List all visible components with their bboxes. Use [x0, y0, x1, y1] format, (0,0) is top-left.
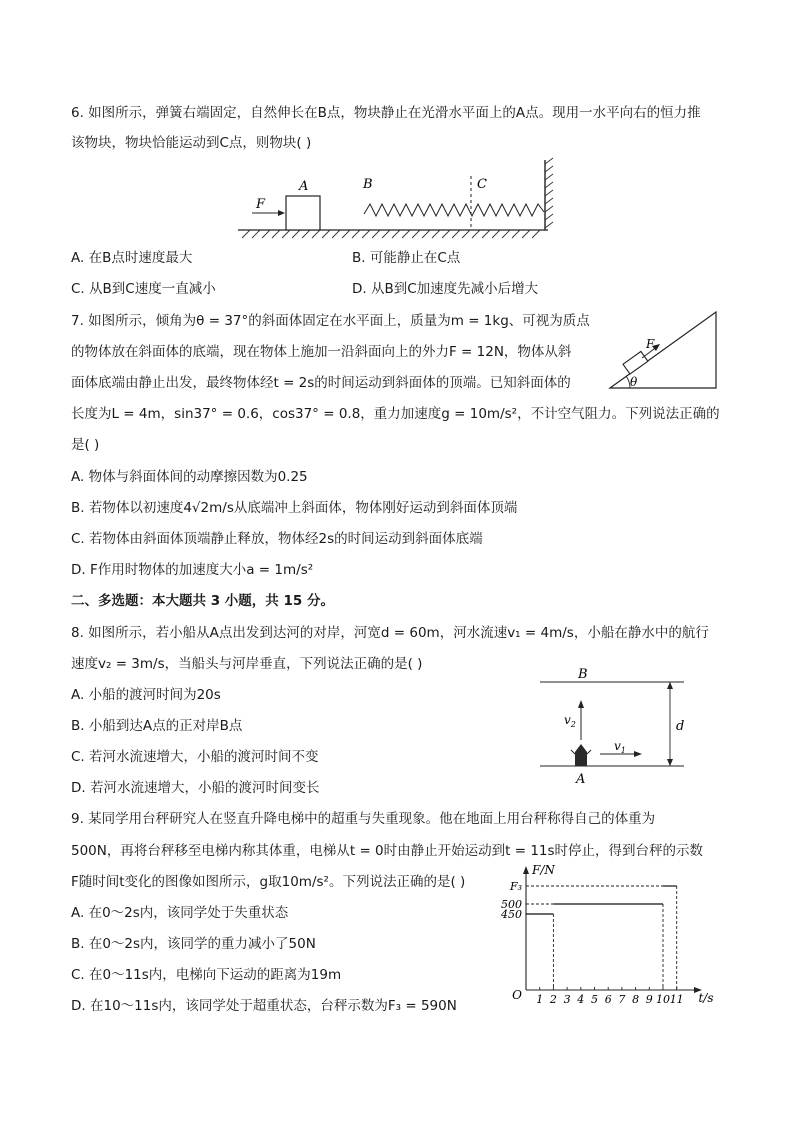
q9-stem-line2: 500N，再将台秤移至电梯内称其体重，电梯从t = 0时由静止开始运动到t = 11s时停止，得到台秤的示数	[71, 843, 704, 859]
q6-option-b: B. 可能静止在C点	[352, 250, 461, 266]
q6-option-c: C. 从B到C速度一直减小	[71, 281, 216, 297]
label-v2: $v_2$	[564, 713, 576, 729]
q6-spring-figure	[236, 158, 556, 240]
x-tick-label: 6	[604, 993, 612, 1006]
q9-stem-line3: F随时间t变化的图像如图所示，g取10m/s²。下列说法正确的是( )	[71, 874, 466, 890]
x-tick-label: 11	[669, 993, 684, 1006]
q7-stem-line5: 是( )	[71, 437, 100, 453]
q7-option-d: D. F作用时物体的加速度大小a = 1m/s²	[71, 562, 314, 578]
origin-label: O	[512, 988, 522, 1002]
q7-stem-line2: 的物体放在斜面体的底端，现在物体上施加一沿斜面向上的外力F = 12N，物体从斜	[71, 344, 572, 360]
q9-option-d: D. 在10～11s内，该同学处于超重状态，台秤示数为F₃ = 590N	[71, 998, 457, 1014]
boat	[575, 744, 587, 766]
q7-stem-line4: 长度为L = 4m，sin37° = 0.6，cos37° = 0.8，重力加速度g = 10m/s²，不计空气阻力。下列说法正确的	[71, 406, 720, 422]
label-f: F	[646, 337, 655, 351]
x-tick-label: 3	[563, 993, 571, 1006]
y-axis-arrow	[523, 866, 529, 874]
section-heading: 二、多选题：本大题共 3 小题，共 15 分。	[71, 593, 334, 609]
label-d: d	[676, 719, 685, 734]
label-b: B	[578, 667, 588, 682]
q7-option-c: C. 若物体由斜面体顶端静止释放，物体经2s的时间运动到斜面体底端	[71, 531, 483, 547]
q9-option-b: B. 在0～2s内，该同学的重力减小了50N	[71, 936, 316, 952]
x-tick-label: 2	[549, 993, 557, 1006]
q8-option-d: D. 若河水流速增大，小船的渡河时间变长	[71, 780, 320, 796]
q7-option-a: A. 物体与斜面体间的动摩擦因数为0.25	[71, 469, 308, 485]
x-tick-label: 5	[591, 993, 598, 1006]
x-tick-label: 10	[656, 993, 670, 1006]
q6-stem-line2: 该物块，物块恰能运动到C点，则物块( )	[71, 135, 312, 151]
q8-river-figure	[538, 664, 698, 788]
q7-incline-figure	[606, 310, 718, 390]
spring	[364, 204, 544, 216]
q8-option-c: C. 若河水流速增大，小船的渡河时间不变	[71, 749, 319, 765]
label-a: A	[576, 772, 586, 787]
x-tick-label: 4	[577, 993, 585, 1006]
q7-option-b: B. 若物体以初速度4√2m/s从底端冲上斜面体，物体刚好运动到斜面体顶端	[71, 500, 518, 516]
label-b: B	[363, 177, 373, 192]
q8-option-a: A. 小船的渡河时间为20s	[71, 687, 221, 703]
q9-option-c: C. 在0～11s内，电梯向下运动的距离为19m	[71, 967, 342, 983]
label-v1: $v_1$	[614, 739, 626, 755]
x-tick-label: 9	[645, 993, 653, 1006]
label-c: C	[477, 177, 487, 192]
x-axis-label: t/s	[698, 991, 714, 1005]
y-tick-label: 500	[501, 898, 522, 911]
q9-option-a: A. 在0～2s内，该同学处于失重状态	[71, 905, 289, 921]
y-axis-label: F/N	[532, 863, 555, 877]
label-theta: θ	[630, 375, 638, 389]
x-tick-label: 1	[536, 993, 544, 1006]
q6-option-a: A. 在B点时速度最大	[71, 250, 193, 266]
block-a	[286, 196, 320, 230]
q8-option-b: B. 小船到达A点的正对岸B点	[71, 718, 243, 734]
label-f: F	[256, 197, 266, 212]
q7-stem-line1: 7. 如图所示，倾角为θ = 37°的斜面体固定在水平面上，质量为m = 1kg、可视为质点	[71, 313, 590, 329]
q8-stem-line2: 速度v₂ = 3m/s，当船头与河岸垂直，下列说法正确的是( )	[71, 656, 423, 672]
y-tick-label: 450	[501, 908, 522, 921]
x-tick-label: 7	[618, 993, 626, 1006]
q6-option-d: D. 从B到C加速度先减小后增大	[352, 281, 539, 297]
q6-stem-line1: 6. 如图所示，弹簧右端固定，自然伸长在B点，物块静止在光滑水平面上的A点。现用一水平向右的恒力推	[71, 105, 701, 121]
q8-stem-line1: 8. 如图所示，若小船从A点出发到达河的对岸，河宽d = 60m，河水流速v₁ = 4m/s，小船在静水中的航行	[71, 625, 709, 641]
y-tick-label: F₃	[509, 880, 522, 893]
x-tick-label: 8	[632, 993, 640, 1006]
q7-stem-line3: 面体底端由静止出发，最终物体经t = 2s的时间运动到斜面体的顶端。已知斜面体的	[71, 375, 571, 391]
label-a: A	[299, 179, 309, 194]
q9-stem-line1: 9. 某同学用台秤研究人在竖直升降电梯中的超重与失重现象。他在地面上用台秤称得自己的体重为	[71, 811, 656, 827]
force-time-chart	[500, 862, 714, 1008]
